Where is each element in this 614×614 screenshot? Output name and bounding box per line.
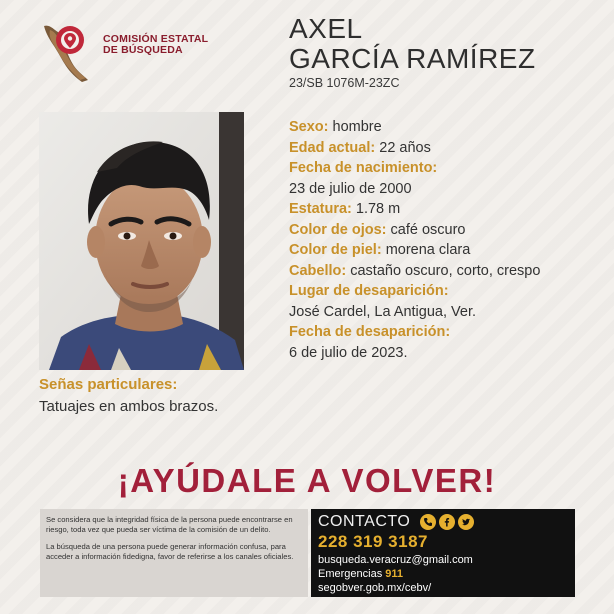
distinguishing-marks-label: Señas particulares: (39, 376, 178, 393)
first-name: AXEL (289, 13, 363, 44)
person-name (289, 14, 536, 74)
emergency-label: Emergencias (318, 568, 383, 580)
detail-estatura (289, 199, 611, 220)
detail-value: café oscuro (390, 221, 466, 238)
contact-website[interactable]: segobver.gob.mx/cebv/ (318, 582, 432, 594)
detail-label: Color de piel: (289, 242, 382, 258)
emergency-line (318, 568, 568, 581)
detail-nacimiento-value (289, 179, 611, 200)
agency-name-line1: COMISIÓN ESTATAL (103, 33, 209, 45)
disclaimer-box (40, 509, 308, 597)
detail-label: Estatura: (289, 201, 352, 217)
detail-label: Fecha de desaparición: (289, 324, 451, 340)
contact-phone[interactable]: 228 319 3187 (318, 532, 428, 551)
detail-value: castaño oscuro, corto, crespo (350, 262, 541, 279)
last-names: GARCÍA RAMÍREZ (289, 43, 536, 74)
phone-icon[interactable] (420, 514, 436, 530)
emergency-number[interactable]: 911 (385, 568, 404, 580)
detail-value: morena clara (385, 242, 471, 258)
agency-name (103, 34, 208, 56)
detail-sexo (289, 117, 611, 138)
case-id: 23/SB 1076M-23ZC (289, 76, 400, 90)
detail-edad (289, 138, 611, 159)
detail-value: 22 años (379, 139, 431, 156)
disclaimer-paragraph: Se considera que la integridad física de la persona puede encontrarse en riesgo, toda vez que pueda ser víctima de la comisión de un delito. (46, 515, 293, 534)
veracruz-map-icon (40, 20, 100, 85)
detail-ojos (289, 220, 611, 241)
headline: ¡AYÚDALE A VOLVER! (117, 462, 497, 499)
detail-label: Lugar de desaparición: (289, 283, 449, 299)
twitter-icon[interactable] (458, 514, 474, 530)
disclaimer-paragraph: La búsqueda de una persona puede generar información confusa, para acceder a información fidedigna, favor de referirse a los canales oficiales. (46, 542, 294, 561)
agency-name-line2: DE BÚSQUEDA (103, 44, 183, 56)
detail-piel (289, 240, 611, 261)
detail-label: Cabello: (289, 262, 347, 279)
detail-label: Sexo: (289, 119, 329, 135)
contact-icons (420, 514, 474, 530)
detail-value: 6 de julio de 2023. (289, 344, 408, 361)
contact-email[interactable]: busqueda.veracruz@gmail.com (318, 554, 473, 566)
facebook-icon[interactable] (439, 514, 455, 530)
distinguishing-marks-value: Tatuajes en ambos brazos. (39, 398, 219, 415)
detail-label: Color de ojos: (289, 221, 387, 238)
person-photo (39, 112, 244, 370)
detail-nacimiento-label (289, 158, 611, 179)
detail-value: 1.78 m (355, 201, 401, 217)
person-details (289, 117, 611, 363)
detail-fecha-desaparicion-value (289, 343, 611, 364)
detail-lugar-value (289, 302, 611, 323)
detail-label: Edad actual: (289, 139, 376, 156)
detail-value: hombre (332, 119, 382, 135)
detail-value: 23 de julio de 2000 (289, 180, 412, 197)
detail-label: Fecha de nacimiento: (289, 160, 438, 176)
detail-value: José Cardel, La Antigua, Ver. (289, 303, 477, 320)
detail-lugar-label (289, 281, 611, 302)
contact-box (311, 509, 575, 597)
detail-cabello (289, 261, 611, 282)
detail-fecha-desaparicion-label (289, 322, 611, 343)
contact-header (318, 512, 568, 532)
contact-title: CONTACTO (318, 513, 411, 530)
agency-logo (40, 20, 210, 90)
